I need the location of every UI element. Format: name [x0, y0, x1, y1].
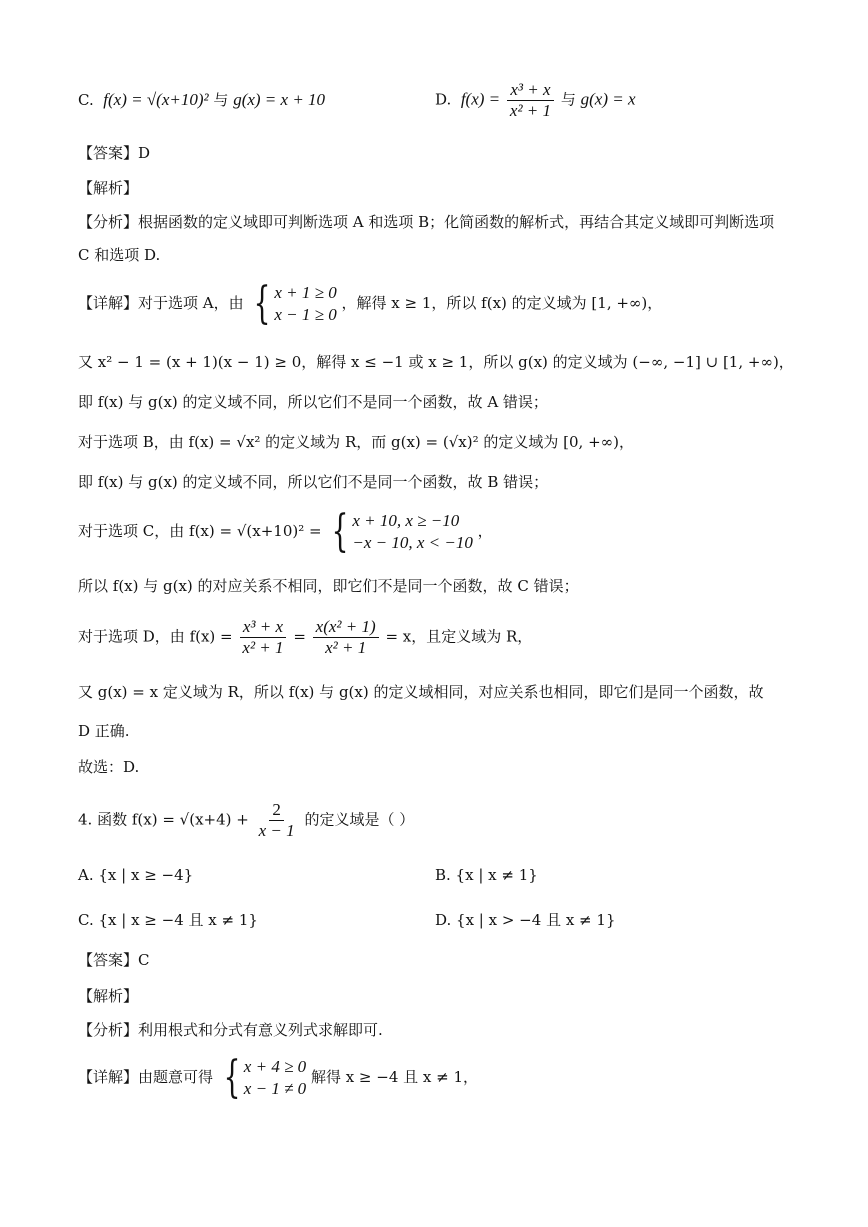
detail-a — [78, 278, 663, 329]
option-d-den: x² + 1 — [509, 101, 552, 120]
detail-a-system — [248, 278, 337, 329]
option-c — [78, 90, 325, 110]
option-c-conj: 与 — [213, 91, 229, 109]
line-f — [78, 506, 493, 557]
brace-icon: { — [253, 278, 271, 329]
line-h-den2: x² + 1 — [325, 638, 367, 657]
fenxi-2: 【分析】利用根式和分式有意义列式求解即可. — [78, 1021, 383, 1039]
fenxi-1a: 【分析】根据函数的定义域即可判断选项 A 和选项 B；化简函数的解析式，再结合其定义域即可判断选项 — [78, 213, 775, 231]
brace-icon: { — [331, 506, 349, 557]
detail-2-system — [218, 1052, 307, 1103]
line-c: 即 f(x) 与 g(x) 的定义域不同，所以它们不是同一个函数，故 A 错误； — [78, 393, 548, 411]
detail-2-sys1: x + 4 ≥ 0 — [243, 1057, 307, 1076]
line-i: 又 g(x) = x 定义域为 R，所以 f(x) 与 g(x) 的定义域相同，对应关系也相同，即它们是同一个函数，故 — [78, 683, 764, 701]
line-f-post: ， — [477, 522, 493, 540]
detail-2-post: 解得 x ≥ −4 且 x ≠ 1， — [310, 1068, 479, 1086]
line-h-num2: x(x² + 1) — [313, 617, 379, 638]
fenxi-1b: C 和选项 D. — [78, 246, 161, 264]
q4-num: 2 — [269, 800, 284, 821]
line-h-eq: = — [293, 627, 306, 646]
option-d-num: x³ + x — [507, 80, 553, 101]
line-e: 即 f(x) 与 g(x) 的定义域不同，所以它们不是同一个函数，故 B 错误； — [78, 473, 549, 491]
detail-a-pre: 【详解】对于选项 A，由 — [78, 294, 244, 312]
option-c-f: f(x) = √(x+10)² — [103, 90, 209, 109]
line-h-num1: x³ + x — [240, 617, 286, 638]
q4-frac — [256, 800, 298, 841]
line-h-post: = x，且定义域为 R， — [385, 627, 533, 646]
q4-option-d: D. {x | x > −4 且 x ≠ 1} — [435, 911, 616, 929]
brace-icon: { — [223, 1052, 241, 1103]
option-c-g: g(x) = x + 10 — [233, 90, 326, 109]
q4-option-c: C. {x | x ≥ −4 且 x ≠ 1} — [78, 911, 258, 929]
q4-pre: 4. 函数 f(x) = √(x+4) + — [78, 810, 249, 829]
detail-a-sys2: x − 1 ≥ 0 — [274, 305, 337, 324]
option-d-conj: 与 — [560, 90, 576, 109]
line-d: 对于选项 B，由 f(x) = √x² 的定义域为 R，而 g(x) = (√x)² 的定义域为 [0, +∞)， — [78, 433, 634, 451]
line-f-sys1: x + 10, x ≥ −10 — [352, 511, 460, 530]
line-h-frac1 — [239, 617, 286, 658]
detail-2 — [78, 1052, 479, 1103]
answer-2: 【答案】C — [78, 951, 150, 969]
option-d-label: D. — [435, 90, 452, 109]
line-f-sys2: −x − 10, x < −10 — [352, 533, 473, 552]
line-h-den1: x² + 1 — [242, 638, 284, 657]
detail-2-pre: 【详解】由题意可得 — [78, 1068, 214, 1086]
option-d-g: g(x) = x — [580, 89, 636, 109]
q4-den: x − 1 — [258, 821, 295, 840]
question-4 — [78, 800, 414, 841]
detail-a-post: ，解得 x ≥ 1，所以 f(x) 的定义域为 [1, +∞)， — [341, 294, 663, 312]
option-d-fraction — [507, 80, 554, 121]
line-b: 又 x² − 1 = (x + 1)(x − 1) ≥ 0，解得 x ≤ −1 或 x ≥ 1，所以 g(x) 的定义域为 (−∞, −1] ∪ [1, +∞)， — [78, 353, 794, 371]
detail-a-sys1: x + 1 ≥ 0 — [274, 283, 337, 302]
line-h — [78, 617, 532, 658]
analysis-1: 【解析】 — [78, 179, 139, 197]
line-f-pre: 对于选项 C，由 f(x) = √(x+10)² = — [78, 522, 322, 540]
line-k: 故选：D. — [78, 758, 140, 776]
option-c-label: C. — [78, 91, 94, 109]
line-j: D 正确. — [78, 722, 130, 740]
answer-1: 【答案】D — [78, 144, 151, 162]
detail-2-sys2: x − 1 ≠ 0 — [243, 1079, 307, 1098]
line-f-system — [326, 506, 473, 557]
q4-option-a: A. {x | x ≥ −4} — [78, 866, 194, 884]
option-d-f: f(x) = — [460, 89, 501, 109]
q4-post: 的定义域是（ ） — [304, 810, 415, 829]
line-h-pre: 对于选项 D，由 f(x) = — [78, 627, 233, 646]
option-d — [435, 80, 636, 121]
line-h-frac2 — [313, 617, 379, 658]
analysis-2: 【解析】 — [78, 987, 139, 1005]
line-g: 所以 f(x) 与 g(x) 的对应关系不相同，即它们不是同一个函数，故 C 错误； — [78, 577, 579, 595]
q4-option-b: B. {x | x ≠ 1} — [435, 866, 538, 884]
